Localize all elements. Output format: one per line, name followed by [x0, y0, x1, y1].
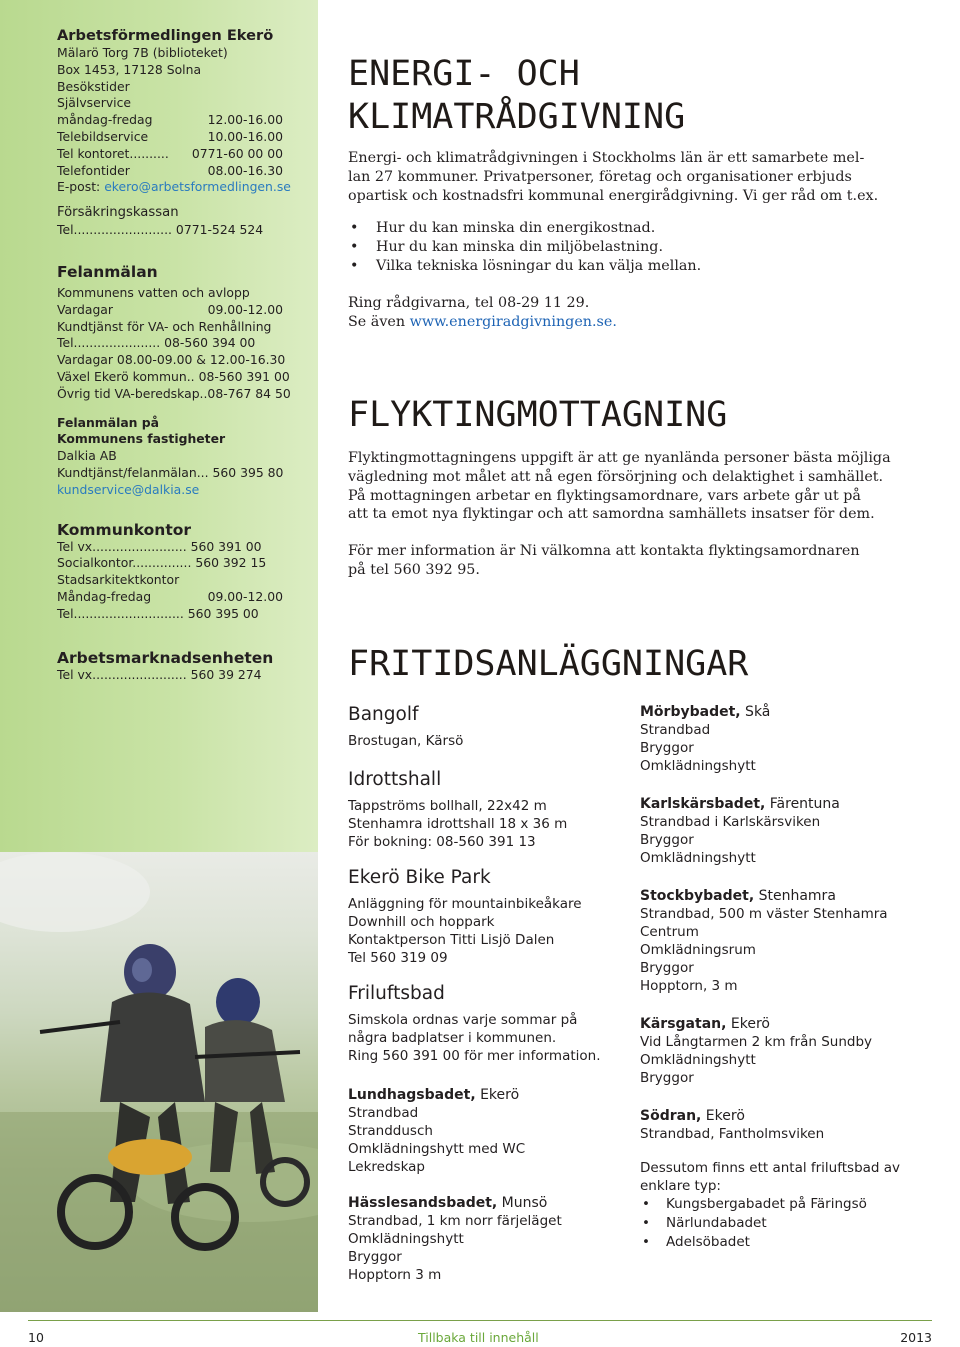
af-row: Telebildservice 10.00-16.00	[57, 128, 283, 144]
karlskarsbadet-line: Bryggor	[640, 832, 694, 848]
felanmalan-line: Växel Ekerö kommun.. 08-560 391 00	[57, 368, 290, 384]
stockbybadet-line: Centrum	[640, 924, 699, 940]
karsgatan-line: Omklädningshytt	[640, 1052, 756, 1068]
fastigheter-heading-1: Felanmälan på	[57, 414, 160, 430]
fk-heading: Försäkringskassan	[57, 205, 179, 221]
sodran-heading: Södran, Ekerö	[640, 1108, 745, 1124]
felanmalan-row: Vardagar 09.00-12.00	[57, 301, 283, 317]
stockbybadet-line: Hopptorn, 3 m	[640, 978, 738, 994]
friluftsbad-line: några badplatser i kommunen.	[348, 1030, 557, 1046]
flykting-contact-line: För mer information är Ni välkomna att kontakta flyktingsamordnaren	[348, 543, 860, 560]
flykting-contact-line: på tel 560 392 95.	[348, 561, 480, 578]
energi-ring: Ring rådgivarna, tel 08-29 11 29.	[348, 294, 590, 311]
kommunkontor-row: Måndag-fredag 09.00-12.00	[57, 588, 283, 604]
lundhagsbadet-line: Lekredskap	[348, 1159, 425, 1175]
page-number: 10	[28, 1330, 44, 1345]
energi-title-1: ENERGI- OCH	[348, 54, 580, 94]
ams-heading: Arbetsmarknadsenheten	[57, 648, 274, 667]
bangolf-line: Brostugan, Kärsö	[348, 733, 464, 749]
idrottshall-heading: Idrottshall	[348, 769, 442, 790]
extra-badplatser-line: Dessutom finns ett antal friluftsbad av	[640, 1160, 901, 1176]
kommunkontor-line: Stadsarkitektkontor	[57, 572, 180, 588]
energi-section	[348, 53, 908, 331]
af-address-1: Mälarö Torg 7B (biblioteket)	[57, 45, 228, 60]
energi-see-also: Se även www.energiradgivningen.se.	[348, 313, 617, 330]
energi-title-2: KLIMATRÅDGIVNING	[348, 97, 686, 137]
karsgatan-line: Vid Långtarmen 2 km från Sundby	[640, 1034, 873, 1050]
idrottshall-line: Tappströms bollhall, 22x42 m	[348, 798, 547, 814]
felanmalan-line: Kommunens vatten och avlopp	[57, 284, 250, 300]
energi-body-line: lan 27 kommuner. Privatpersoner, företag och organisationer erbjuds	[348, 168, 852, 185]
stockbybadet-line: Omklädningsrum	[640, 942, 756, 958]
extra-badplats-item: • Närlundabadet	[642, 1215, 767, 1231]
af-row: Tel kontoret.......... 0771-60 00 00	[57, 145, 283, 161]
energi-website-link[interactable]: www.energiradgivningen.se.	[409, 313, 617, 330]
stockbybadet-heading: Stockbybadet, Stenhamra	[640, 888, 836, 904]
af-row: Telefontider 08.00-16.30	[57, 162, 283, 178]
lundhagsbadet-line: Omklädningshytt med WC	[348, 1141, 526, 1157]
extra-badplats-item: • Adelsöbadet	[642, 1234, 750, 1250]
extra-badplats-item: • Kungsbergabadet på Färingsö	[642, 1196, 867, 1212]
morbybadet-line: Strandbad	[640, 722, 711, 738]
fritid-title: FRITIDSANLÄGGNINGAR	[348, 644, 749, 684]
stockbybadet-line: Strandbad, 500 m väster Stenhamra	[640, 906, 888, 922]
af-email-line: E-post: ekero@arbetsformedlingen.se	[57, 179, 291, 195]
bikepark-heading: Ekerö Bike Park	[348, 867, 491, 888]
flykting-body-line: Flyktingmottagningens uppgift är att ge nyanlända personer bästa möjliga	[348, 450, 891, 466]
energi-body-line: Energi- och klimatrådgivningen i Stockholms län är ett samarbete mel-	[348, 150, 865, 166]
flykting-body-line: På mottagningen arbetar en flyktingsamordnare, vars arbete går ut på	[348, 487, 861, 504]
ams-line: Tel vx........................ 560 39 274	[57, 666, 262, 682]
lundhagsbadet-line: Strandbad	[348, 1105, 419, 1121]
lundhagsbadet-heading: Lundhagsbadet, Ekerö	[348, 1087, 520, 1103]
flykting-title: FLYKTINGMOTTAGNING	[348, 395, 728, 435]
energi-bullet: • Hur du kan minska din miljöbelastning.	[350, 239, 663, 256]
extra-badplatser-list	[640, 1195, 930, 1252]
kommunkontor-line: Tel vx........................ 560 391 00	[57, 538, 262, 554]
friluftsbad-line: Ring 560 391 00 för mer information.	[348, 1048, 601, 1064]
sodran-line: Strandbad, Fantholmsviken	[640, 1126, 825, 1142]
hasslesandsbadet-line: Hopptorn 3 m	[348, 1267, 442, 1283]
footer-year: 2013	[900, 1330, 932, 1345]
bangolf-heading: Bangolf	[348, 704, 419, 725]
af-email-link[interactable]: ekero@arbetsformedlingen.se	[104, 179, 291, 195]
bikepark-line: Downhill och hoppark	[348, 914, 495, 930]
af-address-2: Box 1453, 17128 Solna	[57, 61, 202, 77]
flykting-section	[348, 394, 908, 580]
morbybadet-line: Omklädningshytt	[640, 758, 756, 774]
stockbybadet-line: Bryggor	[640, 960, 694, 976]
felanmalan-line: Övrig tid VA-beredskap..08-767 84 50	[57, 385, 291, 401]
karsgatan-line: Bryggor	[640, 1070, 694, 1086]
af-selfservice-label: Självservice	[57, 95, 132, 111]
dalkia-email-link[interactable]: kundservice@dalkia.se	[57, 481, 200, 497]
felanmalan-line: Tel...................... 08-560 394 00	[57, 335, 256, 351]
fritid-left-column	[348, 703, 618, 1284]
energi-bullet-list	[348, 219, 908, 275]
fastigheter-line: Dalkia AB	[57, 448, 117, 464]
back-to-contents-link[interactable]: Tillbaka till innehåll	[418, 1330, 539, 1345]
energi-bullet: • Hur du kan minska din energikostnad.	[350, 220, 656, 237]
karsgatan-heading: Kärsgatan, Ekerö	[640, 1016, 770, 1032]
extra-badplatser-line: enklare typ:	[640, 1178, 721, 1194]
af-heading: Arbetsförmedlingen Ekerö	[57, 27, 274, 44]
hasslesandsbadet-line: Omklädningshytt	[348, 1231, 464, 1247]
energi-bullet: • Vilka tekniska lösningar du kan välja mellan.	[350, 257, 702, 274]
fastigheter-heading-2: Kommunens fastigheter	[57, 431, 226, 447]
kommunkontor-heading: Kommunkontor	[57, 520, 192, 539]
hasslesandsbadet-heading: Hässlesandsbadet, Munsö	[348, 1195, 548, 1211]
bikepark-line: Kontaktperson Titti Lisjö Dalen	[348, 932, 555, 948]
felanmalan-heading: Felanmälan	[57, 262, 158, 281]
af-hours-label: Besökstider	[57, 78, 130, 94]
idrottshall-line: Stenhamra idrottshall 18 x 36 m	[348, 816, 568, 832]
energi-body-line: opartisk och kostnadsfri kommunal energirådgivning. Vi ger råd om t.ex.	[348, 187, 879, 204]
fritid-right-column	[640, 703, 930, 1252]
flykting-body-line: att ta emot nya flyktingar och att samordna samhällets insatser för dem.	[348, 506, 875, 523]
contact-sidebar	[0, 0, 318, 1312]
kommunkontor-line: Tel............................ 560 395 00	[57, 605, 259, 621]
lundhagsbadet-line: Stranddusch	[348, 1123, 433, 1139]
karlskarsbadet-line: Omklädningshytt	[640, 850, 756, 866]
fastigheter-line: Kundtjänst/felanmälan... 560 395 80	[57, 464, 284, 480]
bikepark-line: Tel 560 319 09	[348, 950, 448, 966]
felanmalan-line: Kundtjänst för VA- och Renhållning	[57, 318, 272, 334]
page-footer	[0, 1320, 960, 1347]
bikepark-line: Anläggning för mountainbikeåkare	[348, 896, 582, 912]
motorcycle-illustration	[0, 852, 318, 1312]
felanmalan-line: Vardagar 08.00-09.00 & 12.00-16.30	[57, 352, 286, 368]
karlskarsbadet-line: Strandbad i Karlskärsviken	[640, 814, 821, 830]
friluftsbad-heading: Friluftsbad	[348, 983, 445, 1004]
footer-divider	[28, 1320, 932, 1321]
flykting-body-line: vägledning mot målet att nå egen försörjning och delaktighet i samhället.	[348, 468, 884, 485]
karlskarsbadet-heading: Karlskärsbadet, Färentuna	[640, 796, 840, 812]
hasslesandsbadet-line: Bryggor	[348, 1249, 402, 1265]
morbybadet-heading: Mörbybadet, Skå	[640, 704, 771, 720]
motorcycle-photo	[0, 852, 318, 1312]
fk-tel: Tel......................... 0771-524 524	[57, 222, 264, 238]
fritid-heading-block	[348, 643, 908, 686]
friluftsbad-line: Simskola ordnas varje sommar på	[348, 1012, 578, 1028]
morbybadet-line: Bryggor	[640, 740, 694, 756]
idrottshall-line: För bokning: 08-560 391 13	[348, 834, 536, 850]
hasslesandsbadet-line: Strandbad, 1 km norr färjeläget	[348, 1213, 562, 1229]
af-row: måndag-fredag 12.00-16.00	[57, 112, 283, 128]
contact-list	[57, 27, 291, 683]
kommunkontor-line: Socialkontor............... 560 392 15	[57, 555, 267, 571]
